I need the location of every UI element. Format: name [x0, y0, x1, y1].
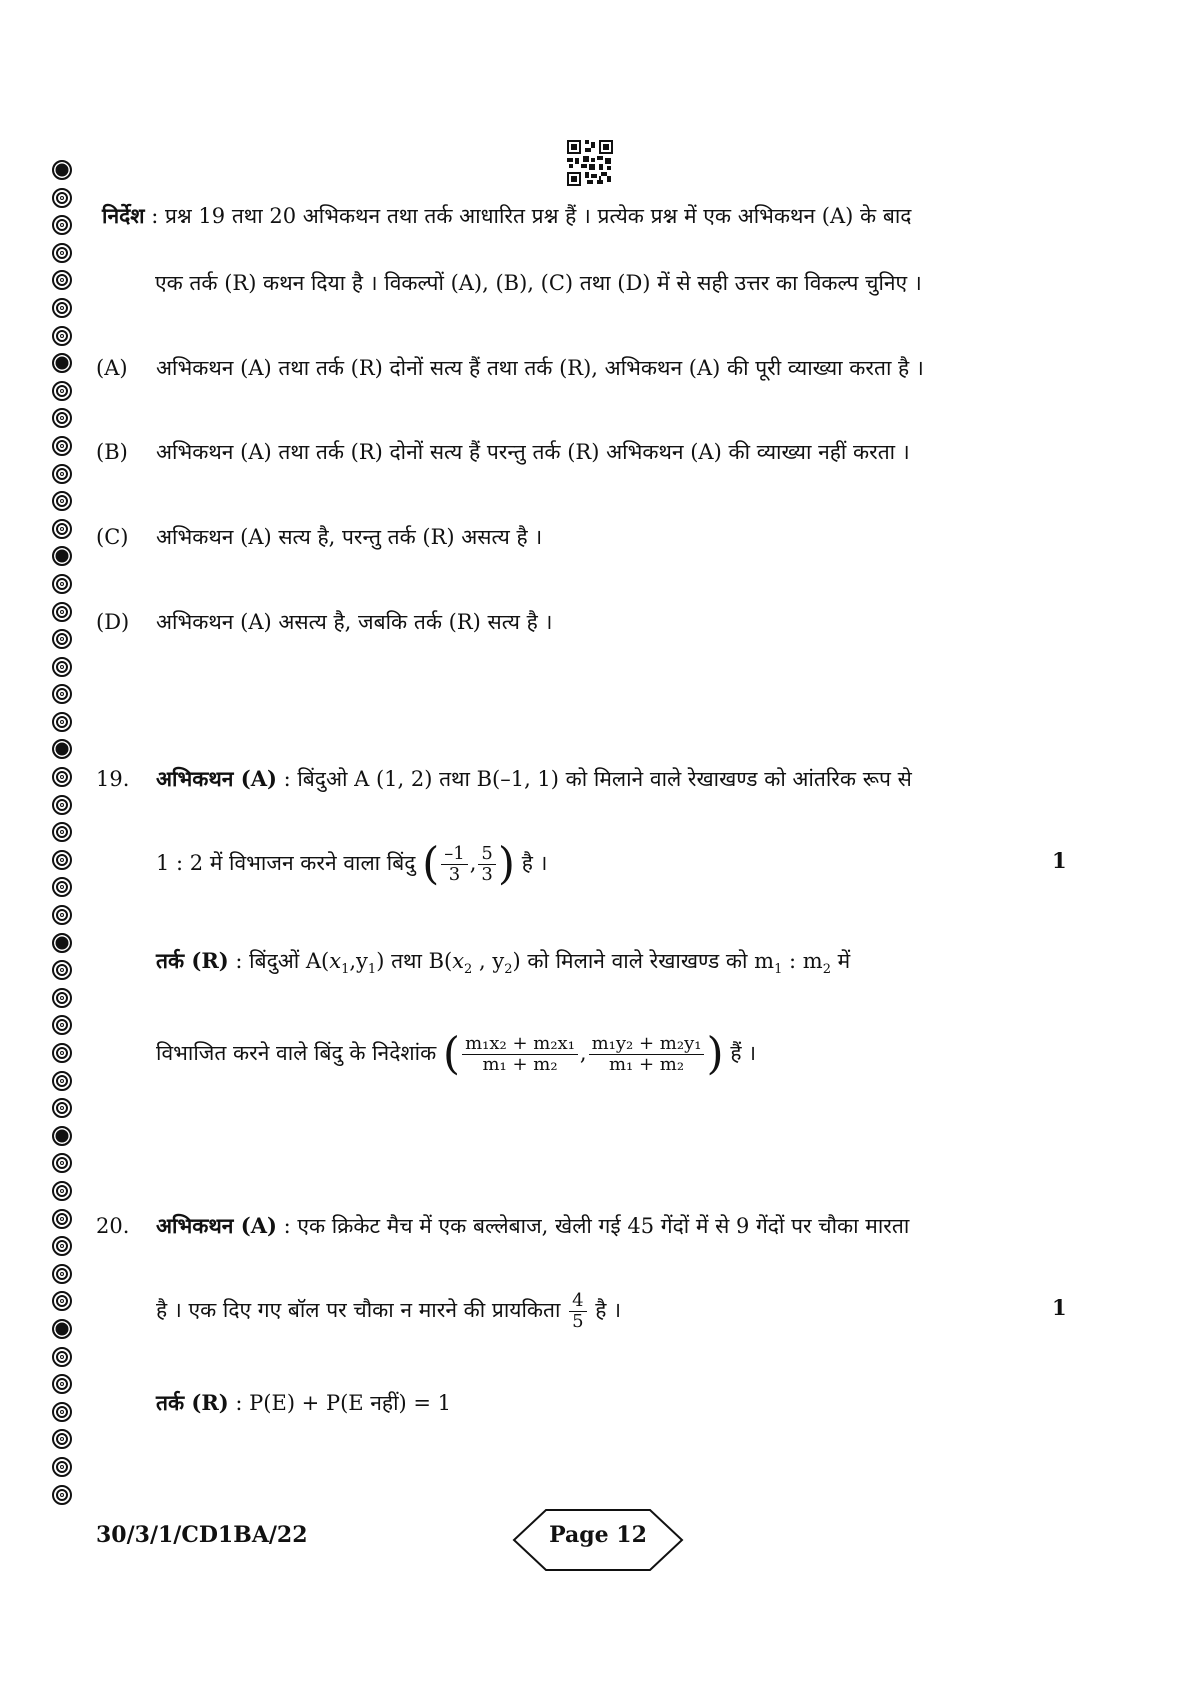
- option-key: (C): [96, 525, 129, 549]
- question-19-assertion-line-2: 1 : 2 में विभाजन करने वाला बिंदु ( $\frac{-1}{3}$ , $\frac{5}{3}$ ) है ।: [156, 838, 548, 890]
- option-key: (B): [96, 440, 128, 464]
- filled-circle-icon: [52, 546, 72, 566]
- option-text: अभिकथन (A) असत्य है, जबकि तर्क (R) सत्य है ।: [156, 610, 553, 634]
- concentric-circle-icon: [52, 1485, 72, 1505]
- page-number: Page 12: [549, 1522, 647, 1548]
- question-19-assertion: 19. अभिकथन (A) : बिंदुओ A (1, 2) तथा B(–1, 1) को मिलाने वाले रेखाखण्ड को आंतरिक रूप से: [96, 764, 912, 794]
- filled-circle-icon: [52, 1126, 72, 1146]
- filled-circle-icon: [52, 739, 72, 759]
- assertion-label: अभिकथन (A): [156, 1213, 277, 1238]
- concentric-circle-icon: [52, 519, 72, 539]
- question-19-reason: तर्क (R) : बिंदुओं $A(x_1,y_1)$ तथा $B(x_2$ , $y_2$) को मिलाने वाले रेखाखण्ड को $m_1$ : $m_2$ में: [156, 948, 851, 978]
- concentric-circle-icon: [52, 270, 72, 290]
- margin-circle-ribbon: [52, 160, 78, 1512]
- concentric-circle-icon: [52, 1236, 72, 1256]
- concentric-circle-icon: [52, 795, 72, 815]
- instructions-label: निर्देश: [102, 203, 145, 228]
- concentric-circle-icon: [52, 408, 72, 428]
- concentric-circle-icon: [52, 850, 72, 870]
- question-number: 19.: [96, 767, 130, 791]
- concentric-circle-icon: [52, 877, 72, 897]
- filled-circle-icon: [52, 1319, 72, 1339]
- concentric-circle-icon: [52, 1457, 72, 1477]
- concentric-circle-icon: [52, 1429, 72, 1449]
- concentric-circle-icon: [52, 905, 72, 925]
- instructions-line-1: निर्देश : प्रश्न 19 तथा 20 अभिकथन तथा तर्क आधारित प्रश्न हैं । प्रत्येक प्रश्न में एक अभिकथन (A) के बाद: [102, 203, 912, 228]
- concentric-circle-icon: [52, 326, 72, 346]
- formula-y: $\frac{\text{m₁y₂ + m₂y₁}}{\text{m₁ + m₂}}$: [589, 1034, 705, 1075]
- concentric-circle-icon: [52, 712, 72, 732]
- concentric-circle-icon: [52, 960, 72, 980]
- fraction-x: $\frac{-1}{3}$: [441, 844, 467, 885]
- probability-fraction: $\frac{4}{5}$: [569, 1291, 586, 1332]
- concentric-circle-icon: [52, 381, 72, 401]
- concentric-circle-icon: [52, 1347, 72, 1367]
- option-c: [96, 522, 542, 552]
- option-text: अभिकथन (A) तथा तर्क (R) दोनों सत्य हैं तथा तर्क (R), अभिकथन (A) की पूरी व्याख्या करता है ।: [156, 356, 924, 380]
- concentric-circle-icon: [52, 1043, 72, 1063]
- concentric-circle-icon: [52, 629, 72, 649]
- concentric-circle-icon: [52, 602, 72, 622]
- option-d: [96, 607, 552, 637]
- concentric-circle-icon: [52, 574, 72, 594]
- concentric-circle-icon: [52, 1209, 72, 1229]
- assertion-label: अभिकथन (A): [156, 766, 277, 791]
- concentric-circle-icon: [52, 1291, 72, 1311]
- concentric-circle-icon: [52, 298, 72, 318]
- concentric-circle-icon: [52, 436, 72, 456]
- concentric-circle-icon: [52, 491, 72, 511]
- option-a: [96, 353, 924, 383]
- concentric-circle-icon: [52, 1402, 72, 1422]
- concentric-circle-icon: [52, 1071, 72, 1091]
- question-19-reason-line-2: विभाजित करने वाले बिंदु के निदेशांक ( $\frac{\text{m₁x₂ + m₂x₁}}{\text{m₁ + m₂}}$ , $\frac{\text{m₁y₂ + m₂y₁}}{\text{m₁ + m₂}}$ ) हैं ।: [156, 1028, 757, 1080]
- concentric-circle-icon: [52, 684, 72, 704]
- filled-circle-icon: [52, 933, 72, 953]
- qr-code-icon: [567, 140, 613, 186]
- question-number: 20.: [96, 1214, 130, 1238]
- concentric-circle-icon: [52, 215, 72, 235]
- concentric-circle-icon: [52, 988, 72, 1008]
- option-text: अभिकथन (A) सत्य है, परन्तु तर्क (R) असत्य है ।: [156, 525, 543, 549]
- question-20-assertion: 20. अभिकथन (A) : एक क्रिकेट मैच में एक बल्लेबाज, खेली गई 45 गेंदों में से 9 गेंदों पर चौका मारता: [96, 1211, 909, 1241]
- concentric-circle-icon: [52, 464, 72, 484]
- option-b: [96, 437, 910, 467]
- concentric-circle-icon: [52, 1153, 72, 1173]
- concentric-circle-icon: [52, 243, 72, 263]
- filled-circle-icon: [52, 353, 72, 373]
- concentric-circle-icon: [52, 1374, 72, 1394]
- concentric-circle-icon: [52, 657, 72, 677]
- reason-label: तर्क (R): [156, 948, 229, 973]
- fraction-y: $\frac{5}{3}$: [478, 844, 495, 885]
- concentric-circle-icon: [52, 767, 72, 787]
- concentric-circle-icon: [52, 822, 72, 842]
- concentric-circle-icon: [52, 1015, 72, 1035]
- instructions-line-2: एक तर्क (R) कथन दिया है । विकल्पों (A), (B), (C) तथा (D) में से सही उत्तर का विकल्प चुनिए ।: [155, 271, 922, 295]
- reason-label: तर्क (R): [156, 1390, 229, 1415]
- option-key: (D): [96, 610, 130, 634]
- marks-q20: 1: [1052, 1295, 1067, 1320]
- option-key: (A): [96, 356, 128, 380]
- concentric-circle-icon: [52, 1264, 72, 1284]
- question-20-reason: तर्क (R) : P(E) + P(E नहीं) = 1: [156, 1390, 452, 1415]
- concentric-circle-icon: [52, 188, 72, 208]
- concentric-circle-icon: [52, 1098, 72, 1118]
- filled-circle-icon: [52, 160, 72, 180]
- concentric-circle-icon: [52, 1181, 72, 1201]
- question-20-assertion-line-2: है । एक दिए गए बॉल पर चौका न मारने की प्रायकिता $\frac{4}{5}$ है ।: [156, 1290, 622, 1332]
- option-text: अभिकथन (A) तथा तर्क (R) दोनों सत्य हैं परन्तु तर्क (R) अभिकथन (A) की व्याख्या नहीं करता ।: [156, 440, 910, 464]
- paper-code: 30/3/1/CD1BA/22: [96, 1522, 308, 1548]
- formula-x: $\frac{\text{m₁x₂ + m₂x₁}}{\text{m₁ + m₂}}$: [462, 1034, 578, 1075]
- marks-q19: 1: [1052, 848, 1067, 873]
